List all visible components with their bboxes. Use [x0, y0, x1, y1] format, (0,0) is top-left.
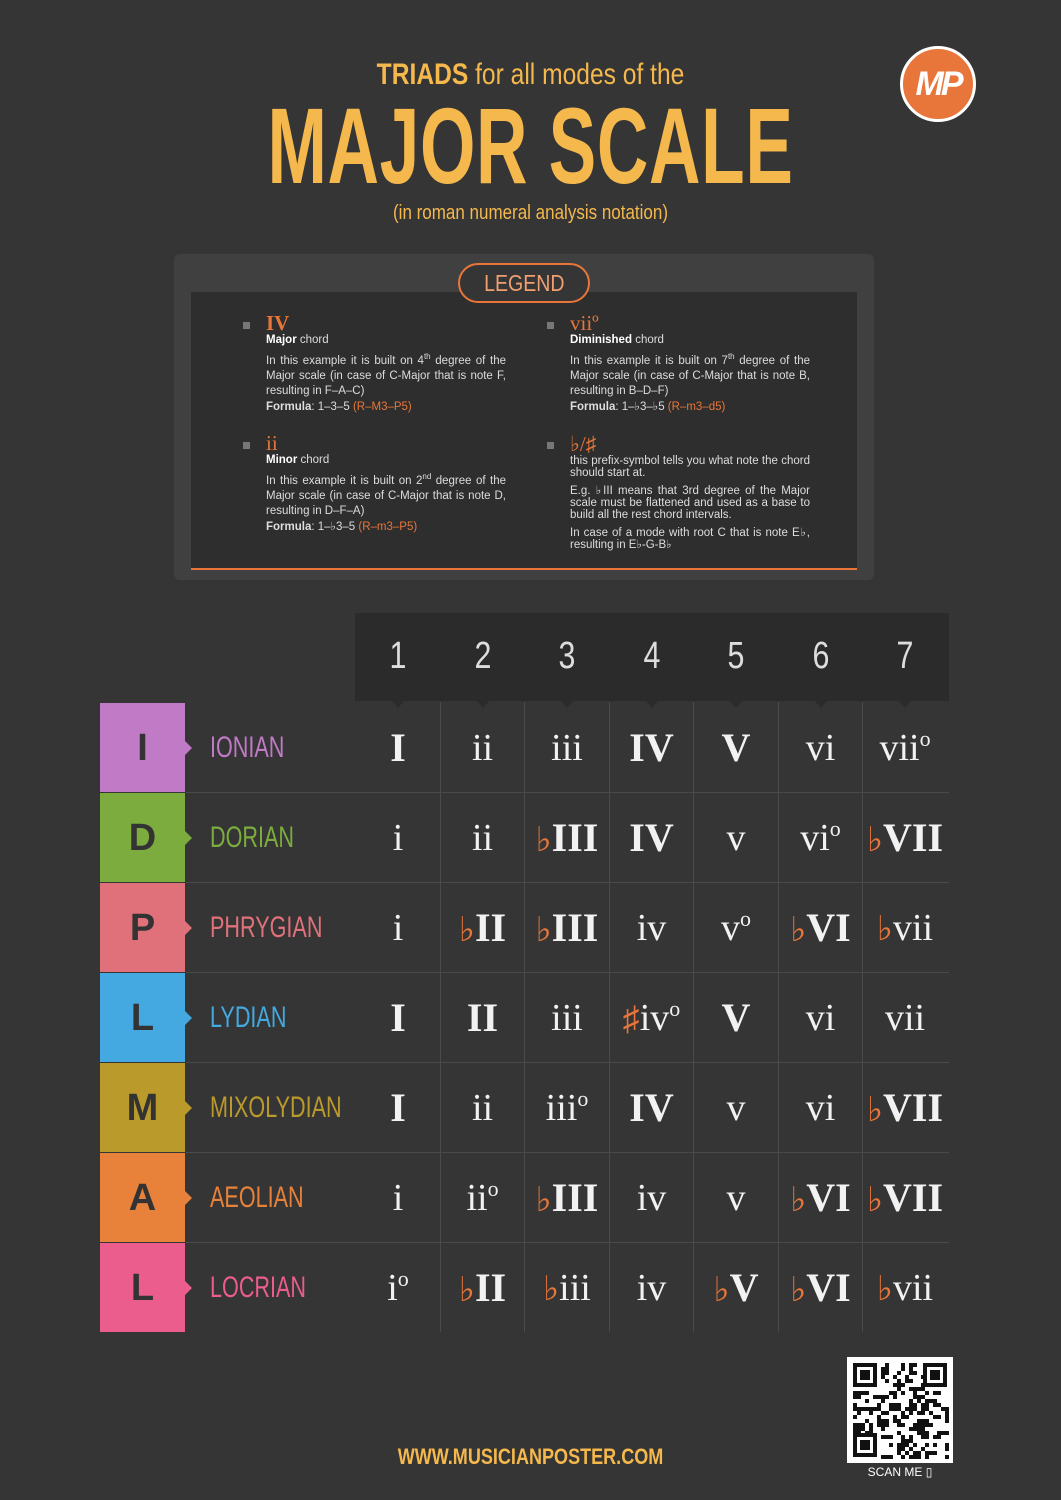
- mode-arrow-icon: [185, 1011, 192, 1025]
- chord-cell: ♭II: [458, 905, 507, 950]
- chord-cell: vi: [805, 997, 836, 1039]
- legend-major: IV Major chord In this example it is built on 4th degree of the Major scale (in case of C-Major that is note F, resulting in F–A–C) Formula: 1–3–5 (R–M3–P5): [266, 311, 506, 413]
- subtitle: TRIADS for all modes of the: [376, 58, 685, 91]
- logo-text: MP: [915, 65, 961, 103]
- degree-label: 3: [558, 635, 576, 677]
- major-symbol: IV: [266, 311, 290, 335]
- chord-cell: ♭VI: [790, 905, 851, 950]
- scan-me-label: SCAN ME ▯: [867, 1465, 933, 1479]
- chord-cell: ♭V: [713, 1265, 759, 1310]
- mode-letter: L: [100, 973, 185, 1062]
- mode-name: MIXOLYDIAN: [210, 1091, 342, 1124]
- mode-arrow-icon: [185, 1101, 192, 1115]
- bullet-icon: [243, 442, 250, 449]
- chord-cell: $ii^o$: [466, 1176, 499, 1219]
- mode-letter: I: [100, 703, 185, 792]
- mode-arrow-icon: [185, 831, 192, 845]
- chord-cell: ♭vii: [876, 907, 934, 949]
- degree-label: 7: [896, 635, 914, 677]
- chord-cell: IV: [629, 1085, 674, 1130]
- chord-cell: vii: [884, 997, 926, 1039]
- mode-name: IONIAN: [210, 731, 285, 764]
- bullet-icon: [547, 322, 554, 329]
- chord-cell: iii$^o$: [545, 1086, 589, 1129]
- legend-diminished: viiº Diminished chord In this example it is built on 7th degree of the Major scale (in case of C-Major that is note B, resulting in B–D–F) Formula: 1–♭3–♭5 (R–m3–d5): [570, 311, 810, 413]
- degree-label: 4: [643, 635, 660, 677]
- chord-cell: ii: [471, 727, 494, 769]
- chord-cell: vii$^o$: [879, 726, 931, 769]
- chord-cell: iii: [551, 997, 583, 1039]
- legend-label: LEGEND: [458, 263, 590, 303]
- qr-code[interactable]: [847, 1357, 953, 1463]
- chord-cell: $i^o$: [387, 1266, 409, 1309]
- chord-cell: ♭III: [535, 815, 599, 860]
- chord-cell: IV: [629, 815, 674, 860]
- chord-cell: v: [726, 1087, 746, 1129]
- bullet-icon: [547, 442, 554, 449]
- legend-prefix: ♭/♯ this prefix-symbol tells you what note the chord should start at. E.g. ♭III means that 3rd degree of the Major scale must be flattened and used as a base to build all the rest chord intervals. In case of a mode with root C that is note E♭, resulting in E♭-G-B♭: [570, 432, 810, 551]
- mode-name: AEOLIAN: [210, 1181, 304, 1214]
- chord-cell: ii: [471, 817, 494, 859]
- minor-symbol: ii: [266, 431, 278, 455]
- mode-name: PHRYGIAN: [210, 911, 323, 944]
- chord-cell: iii: [551, 727, 583, 769]
- degree-label: 2: [474, 635, 491, 677]
- page-title: MAJOR SCALE: [267, 85, 794, 206]
- chord-cell: ♭VII: [866, 815, 944, 860]
- chord-cell: ♭III: [535, 1175, 599, 1220]
- chord-cell: ♭VII: [866, 1085, 944, 1130]
- prefix-symbol: ♭/♯: [570, 432, 597, 456]
- chord-cell: ♭iii: [543, 1267, 591, 1309]
- mode-name: DORIAN: [210, 821, 295, 854]
- chord-cell: $v^o$: [721, 906, 751, 949]
- chord-cell: II: [466, 995, 499, 1040]
- chord-cell: v: [726, 1177, 746, 1219]
- diminished-symbol: viiº: [570, 311, 599, 335]
- mode-name: LYDIAN: [210, 1001, 287, 1034]
- chord-cell: IV: [629, 725, 674, 770]
- chord-cell: iv: [636, 1267, 667, 1309]
- mode-arrow-icon: [185, 1191, 192, 1205]
- chord-cell: V: [721, 995, 751, 1040]
- chord-cell: v: [726, 817, 746, 859]
- chord-cell: i: [392, 907, 404, 949]
- chord-cell: ♭VI: [790, 1265, 851, 1310]
- chord-cell: i: [392, 1177, 404, 1219]
- mode-letter: M: [100, 1063, 185, 1152]
- chord-cell: ♭VI: [790, 1175, 851, 1220]
- chord-cell: $♯iv^o$: [622, 996, 681, 1039]
- bullet-icon: [243, 322, 250, 329]
- mode-letter: L: [100, 1243, 185, 1332]
- chord-cell: ♭VII: [866, 1175, 944, 1220]
- chord-cell: iv: [636, 1177, 667, 1219]
- chord-cell: ♭II: [458, 1265, 507, 1310]
- mode-letter: A: [100, 1153, 185, 1242]
- legend-minor: ii Minor chord In this example it is built on 2nd degree of the Major scale (in case of C-Major that is note D, resulting in D–F–A) Formula: 1–♭3–5 (R–m3–P5): [266, 431, 506, 533]
- chord-cell: ♭vii: [876, 1267, 934, 1309]
- chord-cell: V: [721, 725, 751, 770]
- chord-cell: $vi^o$: [800, 816, 841, 859]
- brand-logo: [900, 46, 976, 122]
- chord-cell: I: [390, 995, 406, 1040]
- chord-cell: vi: [805, 1087, 836, 1129]
- chord-cell: I: [390, 1085, 406, 1130]
- phone-icon: ▯: [925, 1465, 933, 1479]
- chord-cell: iv: [636, 907, 667, 949]
- degree-label: 1: [389, 635, 407, 677]
- mode-name: LOCRIAN: [210, 1271, 307, 1304]
- mode-letter: P: [100, 883, 185, 972]
- mode-arrow-icon: [185, 741, 192, 755]
- chord-cell: vi: [805, 727, 836, 769]
- chord-cell: ii: [471, 1087, 494, 1129]
- mode-letter: D: [100, 793, 185, 882]
- degree-label: 5: [727, 635, 745, 677]
- mode-arrow-icon: [185, 921, 192, 935]
- notation-note: (in roman numeral analysis notation): [393, 202, 668, 224]
- chord-cell: ♭III: [535, 905, 599, 950]
- chord-cell: I: [390, 725, 406, 770]
- website-link[interactable]: WWW.MUSICIANPOSTER.COM: [397, 1444, 664, 1469]
- mode-arrow-icon: [185, 1281, 192, 1295]
- chord-cell: i: [392, 817, 404, 859]
- degree-label: 6: [812, 635, 829, 677]
